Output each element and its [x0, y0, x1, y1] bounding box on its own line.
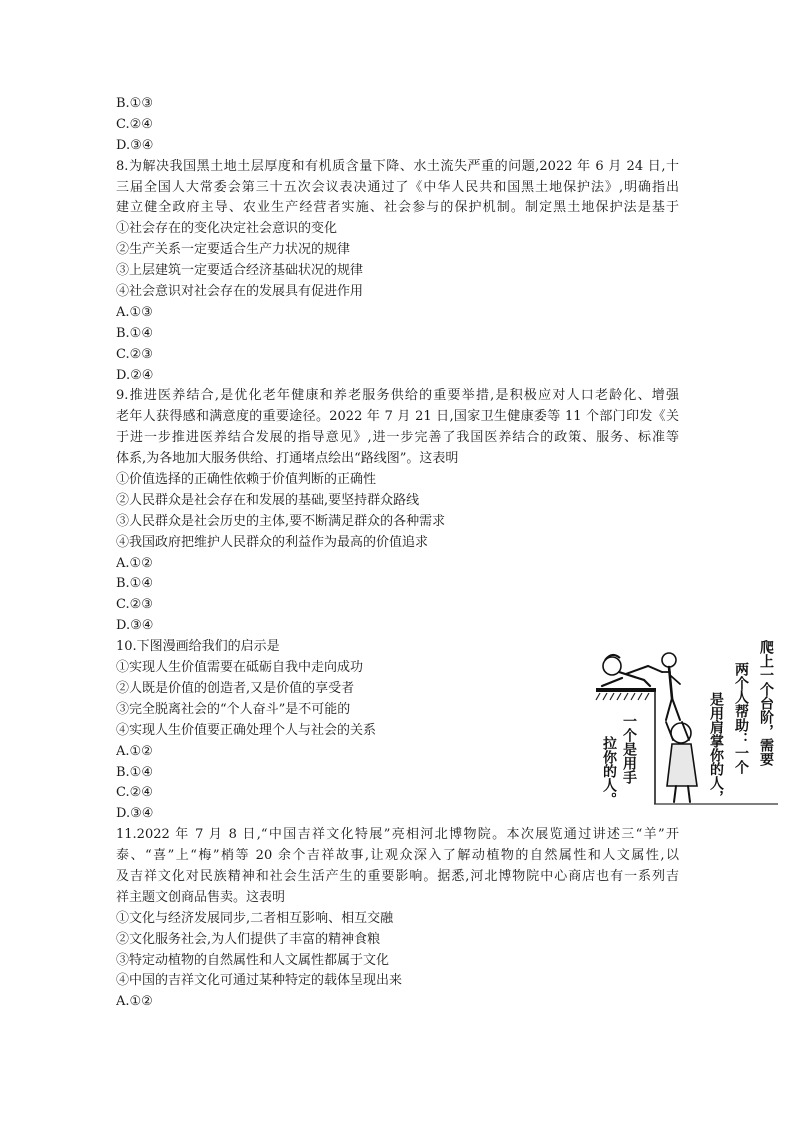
q9-stem-line: 9.推进医养结合,是优化老年健康和养老服务供给的重要举措,是积极应对人口老龄化、增强: [116, 388, 679, 404]
climber-head: [662, 653, 676, 667]
q9-stem-line: 老年人获得感和满意度的重要途径。2022 年 7 月 21 日,国家卫生健康委等 11 个部门印发《关: [116, 409, 679, 425]
q10-cartoon: [592, 636, 782, 816]
q11-statement-3: ③特定动植物的自然属性和人文属性都属于文化: [116, 952, 390, 968]
cartoon-caption-column: 一个是用手: [621, 714, 637, 784]
q9-choice-c: C.②③: [116, 597, 153, 613]
q10-choice-b: B.①④: [116, 764, 153, 780]
q9-choice-d: D.③④: [116, 618, 154, 634]
q11-statement-2: ②文化服务社会,为人们提供了丰富的精神食粮: [116, 931, 381, 947]
supporter-legs: [674, 786, 690, 802]
q9-choice-a: A.①②: [116, 555, 153, 571]
choice-d: D.③④: [116, 137, 154, 153]
q9-choice-b: B.①④: [116, 576, 153, 592]
cartoon-caption-column: 拉你的人。: [601, 736, 617, 806]
q8-choice-c: C.②③: [116, 346, 153, 362]
q11-stem-line: 11.2022 年 7 月 8 日,“中国吉祥文化特展”亮相河北博物院。本次展览通过讲述三“羊”开: [116, 827, 679, 843]
q8-statement-1: ①社会存在的变化决定社会意识的变化: [116, 221, 338, 237]
q11-statement-1: ①文化与经济发展同步,二者相互影响、相互交融: [116, 910, 394, 926]
q10-choice-c: C.②④: [116, 785, 153, 801]
q8-stem-line: 三届全国人大常委会第三十五次会议表决通过了《中华人民共和国黑土地保护法》,明确指出: [116, 179, 679, 195]
q10-statement-4: ④实现人生价值要正确处理个人与社会的关系: [116, 722, 377, 738]
q11-stem-line: 泰、“喜”上“梅”梢等 20 余个吉祥故事,让观众深入了解动植物的自然属性和人文属性,以: [116, 848, 679, 864]
q10-choice-d: D.③④: [116, 806, 154, 822]
q8-choice-b: B.①④: [116, 325, 153, 341]
top-person-arm: [626, 666, 662, 674]
q8-statement-4: ④社会意识对社会存在的发展具有促进作用: [116, 284, 364, 300]
q11-stem-line: 祥主题文创商品售卖。这表明: [116, 889, 286, 905]
q9-statement-4: ④我国政府把维护人民群众的利益作为最高的价值追求: [116, 534, 429, 550]
supporter-robe: [667, 744, 697, 786]
q10-stem-line: 10.下图漫画给我们的启示是: [116, 639, 280, 655]
cartoon-caption-column: 爬上一个台阶，需要: [758, 640, 774, 766]
q11-choice-a: A.①②: [116, 994, 153, 1010]
q9-statement-2: ②人民群众是社会存在和发展的基础,要坚持群众路线: [116, 492, 420, 508]
q8-stem-line: 8.为解决我国黑土地土层厚度和有机质含量下降、水土流失严重的问题,2022 年 6 月 24 日,十: [116, 158, 679, 174]
cartoon-caption-column: 两个人帮助：一个: [733, 662, 749, 774]
supporter-head: [671, 723, 691, 743]
choice-b: B.①③: [116, 96, 153, 111]
question-text-column: [116, 94, 679, 1013]
q9-statement-1: ①价值选择的正确性依赖于价值判断的正确性: [116, 472, 377, 488]
q9-stem-line: 体系,为各地加大服务供给、打通堵点绘出“路线图”。这表明: [116, 451, 459, 467]
q9-statement-3: ③人民群众是社会历史的主体,要不断满足群众的各种需求: [116, 513, 446, 529]
q10-statement-3: ③完全脱离社会的“个人奋斗”是不可能的: [116, 701, 351, 717]
q8-choice-d: D.②④: [116, 367, 154, 383]
q10-statement-2: ②人既是价值的创造者,又是价值的享受者: [116, 680, 355, 696]
q9-stem-line: 于进一步推进医养结合发展的指导意见》,进一步完善了我国医养结合的政策、服务、标准等: [116, 430, 679, 446]
choice-c: C.②④: [116, 116, 153, 132]
q8-choice-a: A.①③: [116, 304, 153, 320]
q8-statement-2: ②生产关系一定要适合生产力状况的规律: [116, 242, 351, 258]
cartoon-caption-column: 是用肩掌你的人，: [708, 692, 724, 804]
climber-legs: [666, 698, 680, 720]
q10-statement-1: ①实现人生价值需要在砥砺自我中走向成功: [116, 660, 364, 676]
q11-stem-line: 及吉祥文化对民族精神和社会生活产生的重要影响。据悉,河北博物院中心商店也有一系列吉: [116, 868, 679, 884]
q10-choice-a: A.①②: [116, 743, 153, 759]
q8-statement-3: ③上层建筑一定要适合经济基础状况的规律: [116, 263, 364, 279]
cartoon-ledge-hatching: [596, 693, 649, 700]
q8-stem-line: 建立健全政府主导、农业生产经营者实施、社会参与的保护机制。制定黑土地保护法是基于: [116, 200, 679, 216]
q11-statement-4: ④中国的吉祥文化可通过某种特定的载体呈现出来: [116, 973, 403, 989]
cartoon-ledge: [596, 688, 656, 692]
